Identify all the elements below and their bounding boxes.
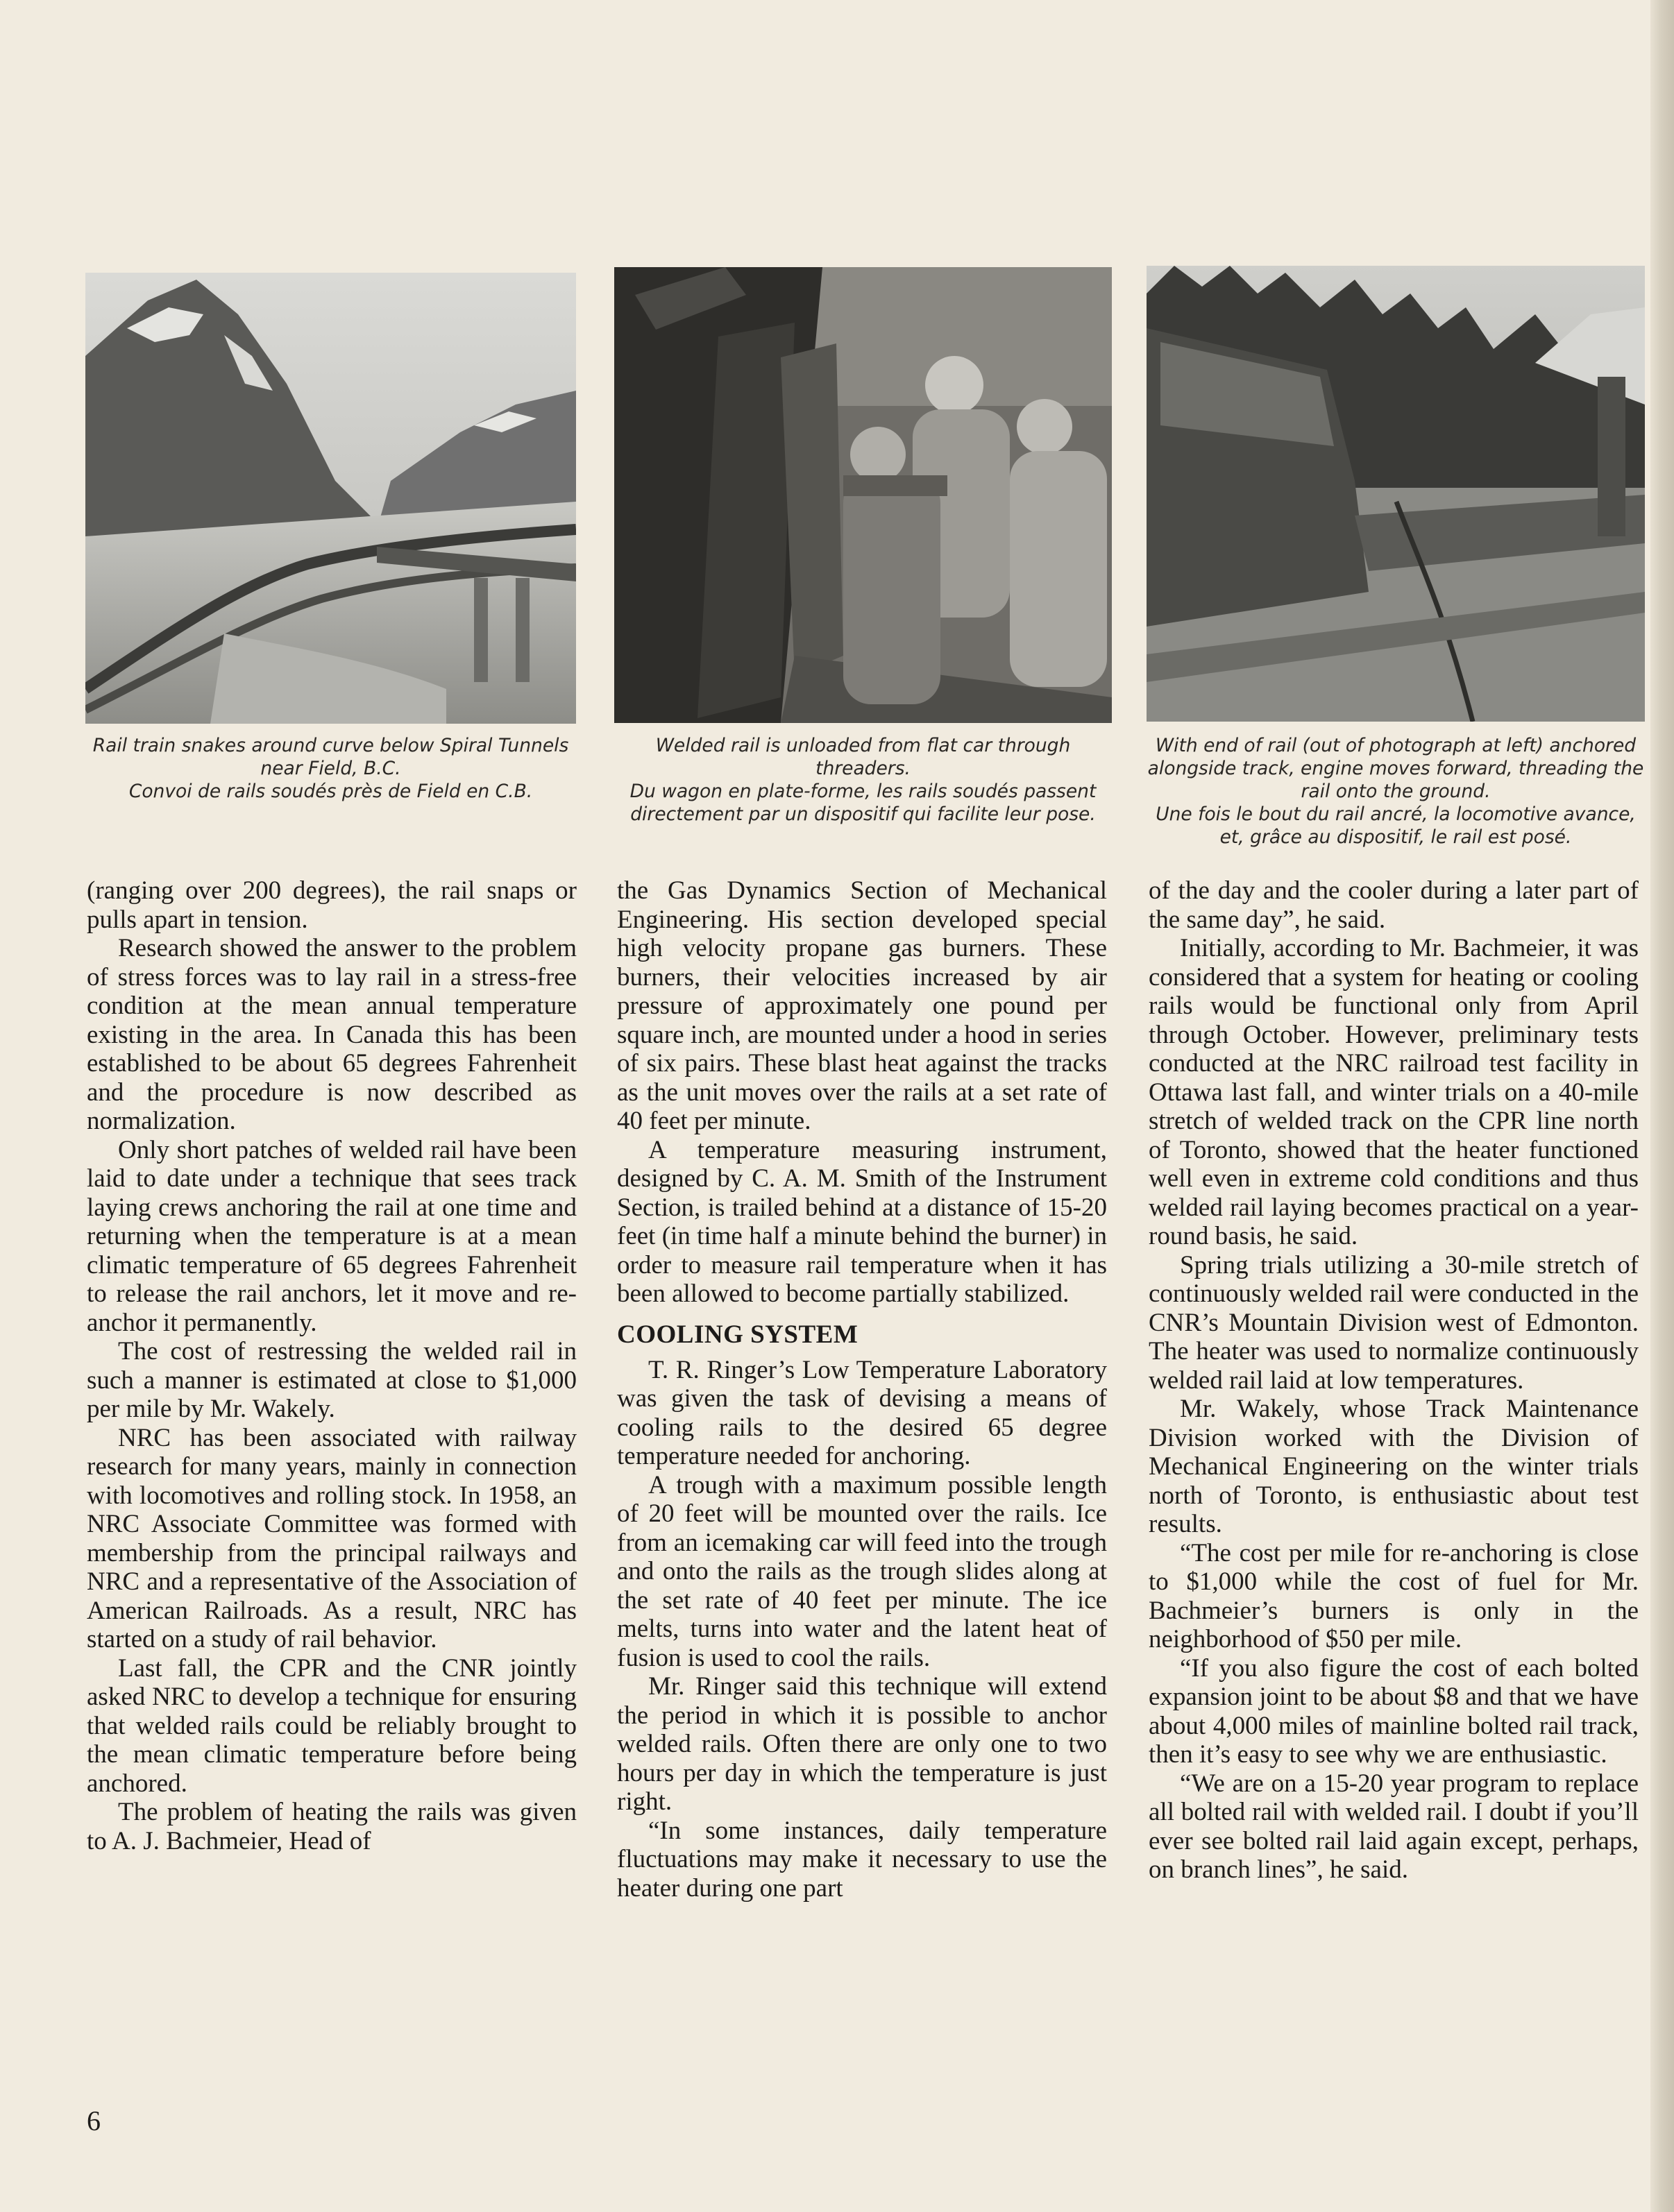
paragraph: T. R. Ringer’s Low Temperature Laboratory was given the task of devising a means of cooling rails to the desired 65 degree temperature needed for anchoring.	[617, 1355, 1107, 1470]
photo-mountain-rail-curve	[85, 273, 576, 724]
paragraph: Mr. Wakely, whose Track Maintenance Division worked with the Division of Mechanical Engineering on the winter trials north of Toronto, is enthusiastic about test results.	[1149, 1395, 1639, 1538]
paragraph: A temperature measuring instrument, designed by C. A. M. Smith of the Instrument Section, is trailed behind at a distance of 15-20 feet (in time half a minute behind the burner) in order to measure rail temperature when it has been allowed to become partially stabilized.	[617, 1135, 1107, 1308]
paragraph: “The cost per mile for re-anchoring is close to $1,000 while the cost of fuel for Mr. Bachmeier’s burners is only in the neighborhood of $50 per mile.	[1149, 1538, 1639, 1653]
paragraph: the Gas Dynamics Section of Mechanical Engineering. His section developed special high velocity propane gas burners. These burners, their velocities increased by air pressure of approximately one pound per square inch, are mounted under a hood in series of six pairs. These blast heat against the tracks as the unit moves over the rails at a set rate of 40 feet per minute.	[617, 876, 1107, 1135]
paragraph: A trough with a maximum possible length of 20 feet will be mounted over the rails. Ice from an icemaking car will feed into the trough and onto the rails as the trough slides along at the set rate of 40 feet per minute. The ice melts, turns into water and the latent heat of fusion is used to cool the rails.	[617, 1470, 1107, 1672]
paragraph: of the day and the cooler during a later part of the same day”, he said.	[1149, 876, 1639, 934]
photo-workers-unloading-rail	[614, 267, 1112, 723]
paragraph: The cost of restressing the welded rail in such a manner is estimated at close to $1,000 per mile by Mr. Wakely.	[87, 1337, 577, 1423]
paragraph: Last fall, the CPR and the CNR jointly asked NRC to develop a technique for ensuring that welded rails could be reliably brought to the mean climatic temperature before being anchored.	[87, 1653, 577, 1798]
photo-caption-1	[85, 734, 576, 803]
photo-locomotive-threading-rail	[1147, 266, 1645, 722]
page-number: 6	[87, 2105, 101, 2136]
section-heading-cooling-system: COOLING SYSTEM	[617, 1320, 859, 1349]
paragraph: “If you also figure the cost of each bolted expansion joint to be about $8 and that we have about 4,000 miles of mainline bolted rail track, then it’s easy to see why we are enthusiastic.	[1149, 1653, 1639, 1769]
paragraph: Mr. Ringer said this technique will extend the period in which it is possible to anchor welded rails. Often there are only one to two hours per day in which the temperature is just right.	[617, 1672, 1107, 1816]
paragraph: “In some instances, daily temperature fluctuations may make it necessary to use the heater during one part	[617, 1816, 1107, 1903]
caption-2-french: Du wagon en plate-forme, les rails soudés passent directement par un dispositif qui facilite leur pose.	[629, 781, 1097, 825]
paragraph: “We are on a 15-20 year program to replace all bolted rail with welded rail. I doubt if you’ll ever see bolted rail laid again except, perhaps, on branch lines”, he said.	[1149, 1769, 1639, 1884]
caption-2-english: Welded rail is unloaded from flat car through threaders.	[655, 735, 1071, 779]
paragraph: The problem of heating the rails was given to A. J. Bachmeier, Head of	[87, 1798, 577, 1855]
article-column-right	[1149, 876, 1639, 1885]
photo-caption-2	[614, 734, 1112, 826]
caption-3-french: Une fois le bout du rail ancré, la locomotive avance, et, grâce au dispositif, le rail est posé.	[1156, 803, 1636, 848]
article-column-left	[87, 876, 577, 1855]
caption-1-english: Rail train snakes around curve below Spiral Tunnels near Field, B.C.	[92, 735, 569, 779]
caption-1-french: Convoi de rails soudés près de Field en C.B.	[128, 781, 533, 802]
paragraph: Only short patches of welded rail have been laid to date under a technique that sees track laying crews anchoring the rail at one time and returning when the temperature is at a mean climatic temperature of 65 degrees Fahrenheit to release the rail anchors, let it move and re-anchor it permanently.	[87, 1135, 577, 1337]
paragraph: Research showed the answer to the problem of stress forces was to lay rail in a stress-free condition at the mean annual temperature existing in the area. In Canada this has been established to be about 65 degrees Fahrenheit and the procedure is now described as normalization.	[87, 934, 577, 1135]
paragraph: NRC has been associated with railway research for many years, mainly in connection with locomotives and rolling stock. In 1958, an NRC Associate Committee was formed with membership from the principal railways and NRC and a representative of the Association of American Railroads. As a result, NRC has started on a study of rail behavior.	[87, 1423, 577, 1653]
page-edge-shadow	[1650, 0, 1674, 2212]
caption-3-english: With end of rail (out of photograph at left) anchored alongside track, engine moves forward, threading the rail onto the ground.	[1147, 735, 1644, 802]
paragraph: (ranging over 200 degrees), the rail snaps or pulls apart in tension.	[87, 876, 577, 934]
paragraph: Initially, according to Mr. Bachmeier, it was considered that a system for heating or cooling rails would be functional only from April through October. However, preliminary tests conducted at the NRC railroad test facility in Ottawa last fall, and winter trials on a 40-mile stretch of welded track on the CPR line north of Toronto, showed that the heater functioned well even in extreme cold conditions and thus welded rail laying becomes practical on a year-round basis, he said.	[1149, 934, 1639, 1250]
article-column-middle	[617, 876, 1107, 1903]
photo-caption-3	[1147, 734, 1645, 849]
paragraph: Spring trials utilizing a 30-mile stretch of continuously welded rail were conducted in the CNR’s Mountain Division west of Edmonton. The heater was used to normalize continuously welded rail laid at low temperatures.	[1149, 1250, 1639, 1395]
